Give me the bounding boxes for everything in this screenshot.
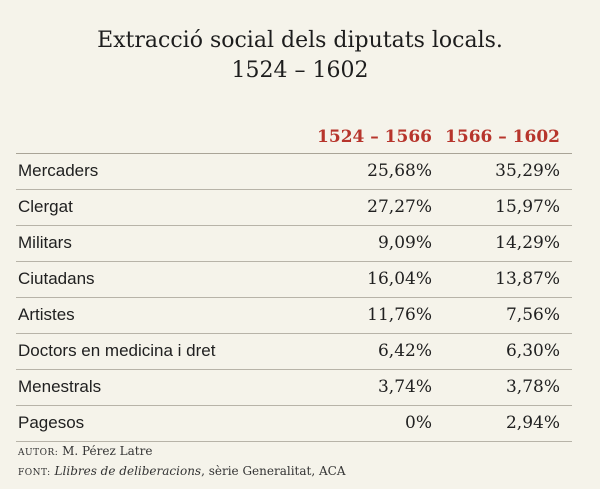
table-row <box>16 334 572 370</box>
title-line-2: 1524 – 1602 <box>231 58 369 83</box>
value-1524-1566: 6,42% <box>377 341 432 361</box>
author-name: M. Pérez Latre <box>62 444 153 458</box>
value-1566-1602: 15,97% <box>495 197 560 217</box>
value-1566-1602: 35,29% <box>495 161 560 181</box>
row-label: Mercaders <box>18 161 99 180</box>
row-label: Militars <box>18 233 72 252</box>
document-title <box>0 26 600 86</box>
value-1524-1566: 9,09% <box>377 233 432 253</box>
value-1524-1566: 25,68% <box>367 161 432 181</box>
value-1566-1602: 3,78% <box>505 377 560 397</box>
row-label: Pagesos <box>18 413 85 432</box>
value-1524-1566: 27,27% <box>367 197 432 217</box>
value-1524-1566: 0% <box>405 413 432 433</box>
table-row <box>16 406 572 442</box>
value-1566-1602: 2,94% <box>505 413 560 433</box>
author-label: AUTOR: <box>18 448 59 458</box>
source-line <box>18 462 578 482</box>
row-label: Menestrals <box>18 377 102 396</box>
column-header-1524-1566: 1524 – 1566 <box>317 127 432 147</box>
table-row <box>16 154 572 190</box>
author-line <box>18 442 578 462</box>
value-1566-1602: 13,87% <box>495 269 560 289</box>
data-table <box>16 123 572 442</box>
title-line-1: Extracció social dels diputats locals. <box>97 28 503 53</box>
table-row <box>16 226 572 262</box>
row-label: Artistes <box>18 305 75 324</box>
value-1524-1566: 3,74% <box>377 377 432 397</box>
value-1566-1602: 7,56% <box>505 305 560 325</box>
column-header-1566-1602: 1566 – 1602 <box>445 127 560 147</box>
row-label: Ciutadans <box>18 269 95 288</box>
table-row <box>16 190 572 226</box>
value-1566-1602: 14,29% <box>495 233 560 253</box>
value-1524-1566: 16,04% <box>367 269 432 289</box>
source-title: Llibres de deliberacions <box>54 464 202 478</box>
value-1524-1566: 11,76% <box>367 305 432 325</box>
value-1566-1602: 6,30% <box>505 341 560 361</box>
table-row <box>16 262 572 298</box>
table-row <box>16 370 572 406</box>
source-details: , sèrie Generalitat, ACA <box>201 464 346 478</box>
source-footer <box>18 442 578 482</box>
table-row <box>16 298 572 334</box>
table-header-row <box>16 123 572 154</box>
row-label: Doctors en medicina i dret <box>18 341 216 360</box>
source-label: FONT: <box>18 468 51 478</box>
row-label: Clergat <box>18 197 73 216</box>
